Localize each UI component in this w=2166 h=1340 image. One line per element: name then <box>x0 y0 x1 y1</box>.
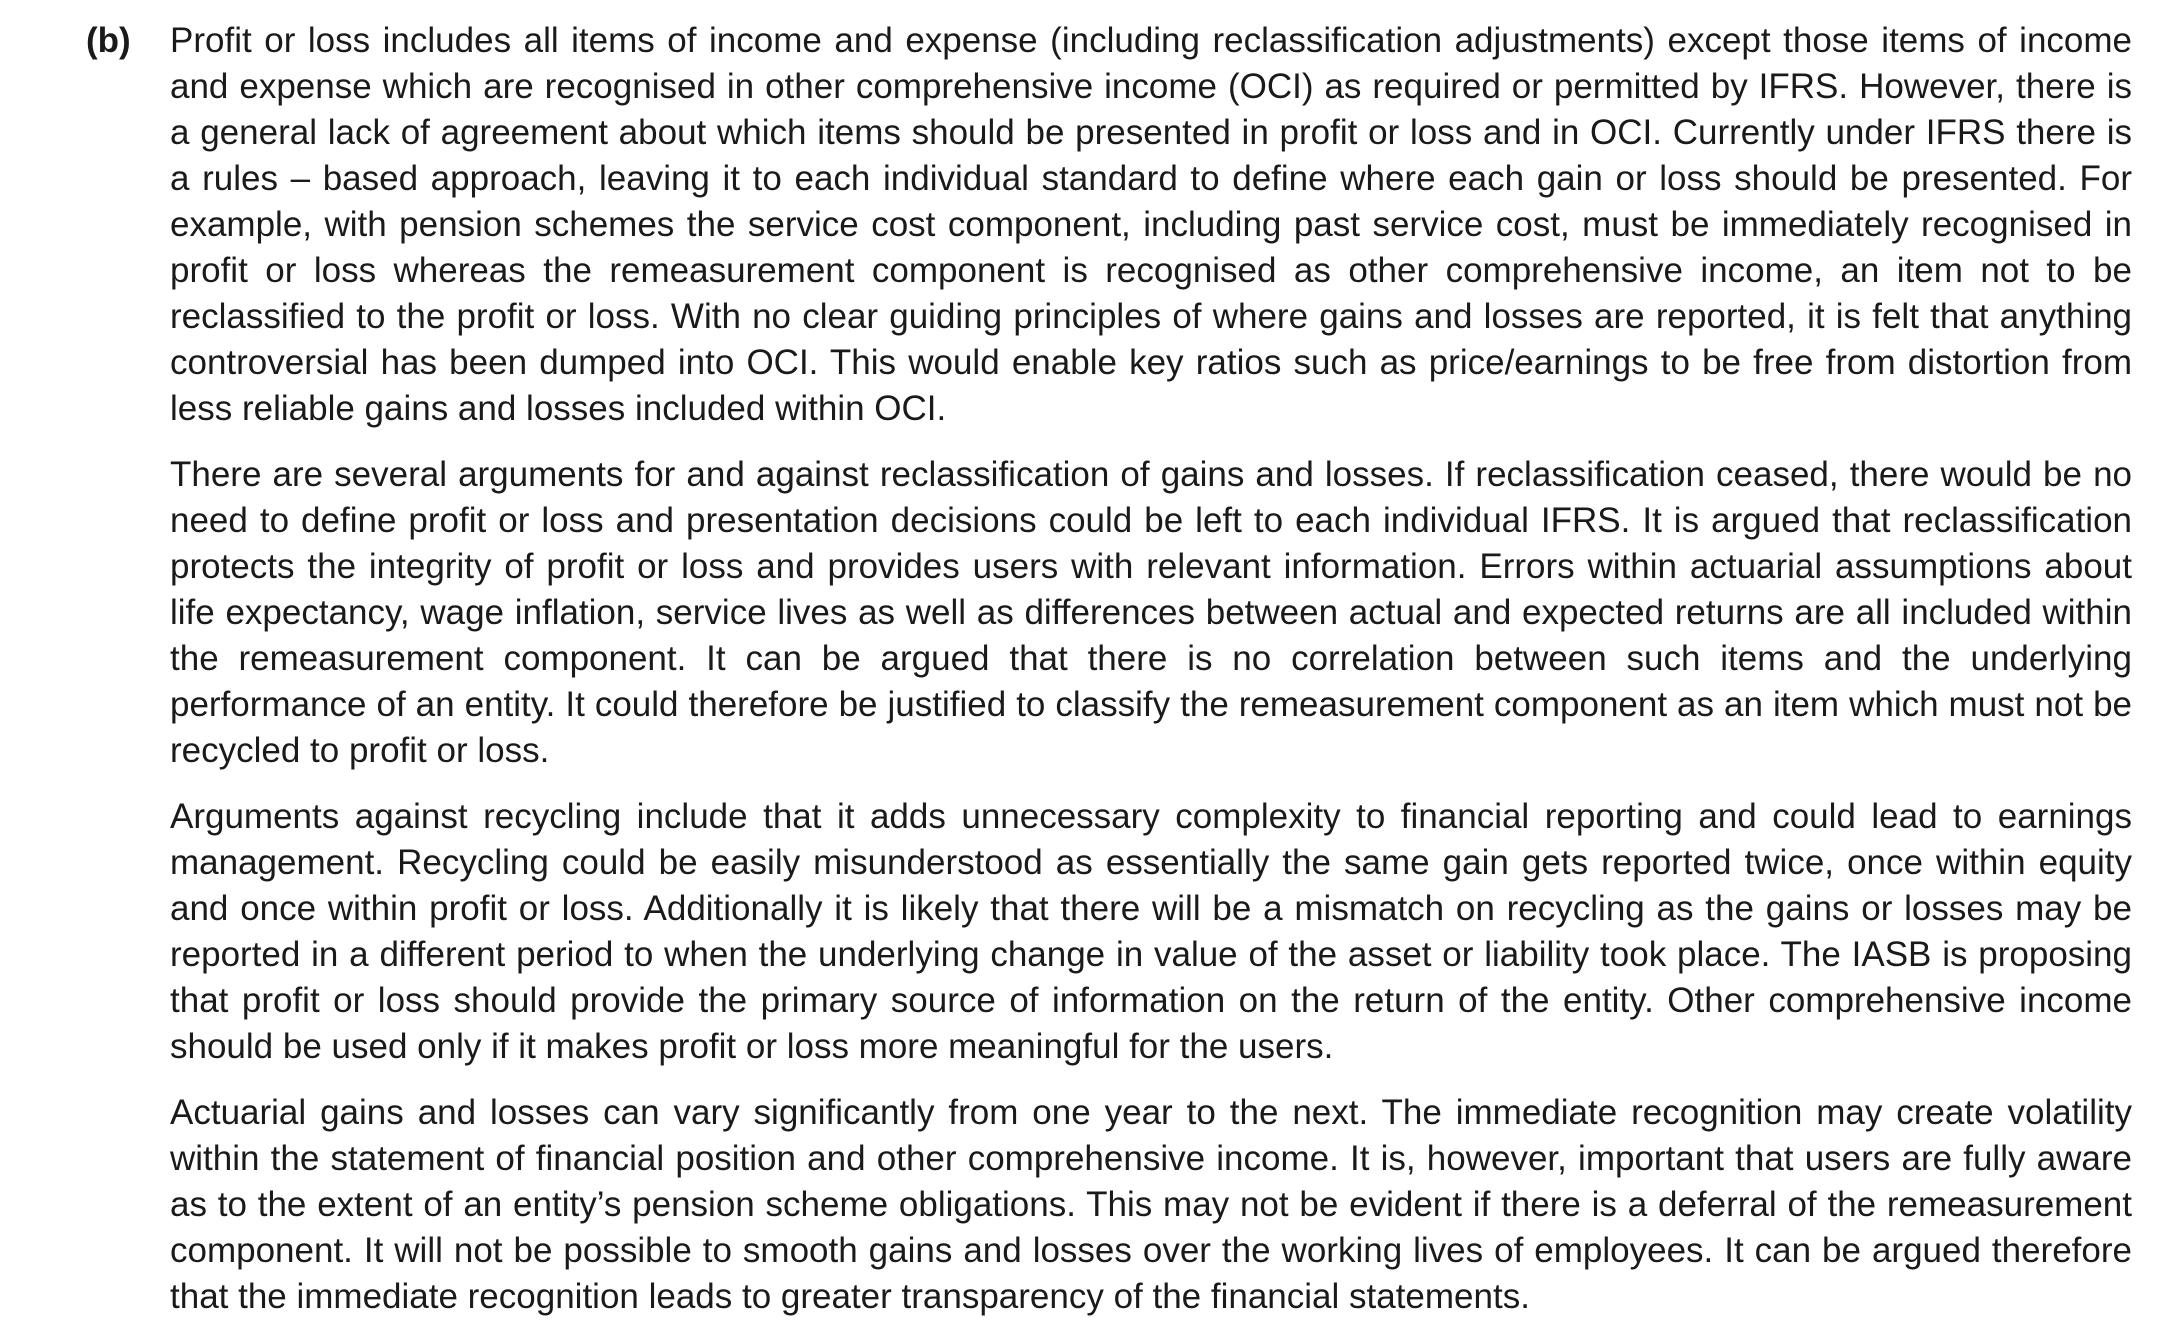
paragraph-3: Arguments against recycling include that it adds unnecessary complexity to financial reporting and could lead to earnings management. Recycling could be easily misunderstood as essentially the same gain gets reported twice, once within equity and once within profit or loss. Additionally it is likely that there will be a mismatch on recycling as the gains or losses may be reported in a different period to when the underlying change in value of the asset or liability took place. The IASB is proposing that profit or loss should provide the primary source of information on the return of the entity. Other comprehensive income should be used only if it makes profit or loss more meaningful for the users. <box>170 797 2132 1066</box>
paragraph-4: Actuarial gains and losses can vary significantly from one year to the next. The immediate recognition may create volatility within the statement of financial position and other comprehensive income. It is, however, important that users are fully aware as to the extent of an entity’s pension scheme obligations. This may not be evident if there is a deferral of the remeasurement component. It will not be possible to smooth gains and losses over the working lives of employees. It can be argued therefore that the immediate recognition leads to greater transparency of the financial statements. <box>170 1093 2132 1316</box>
paragraph-1: Profit or loss includes all items of income and expense (including reclassification adjustments) except those items of income and expense which are recognised in other comprehensive income (OCI) as required or permitted by IFRS. However, there is a general lack of agreement about which items should be presented in profit or loss and in OCI. Currently under IFRS there is a rules – based approach, leaving it to each individual standard to define where each gain or loss should be presented. For example, with pension schemes the service cost component, including past service cost, must be immediately recognised in profit or loss whereas the remeasurement component is recognised as other comprehensive income, an item not to be reclassified to the profit or loss. With no clear guiding principles of where gains and losses are reported, it is felt that anything controversial has been dumped into OCI. This would enable key ratios such as price/earnings to be free from distortion from less reliable gains and losses included within OCI. <box>170 21 2132 428</box>
paragraph-2: There are several arguments for and against reclassification of gains and losses. If reclassification ceased, there would be no need to define profit or loss and presentation decisions could be left to each individual IFRS. It is argued that reclassification protects the integrity of profit or loss and provides users with relevant information. Errors within actuarial assumptions about life expectancy, wage inflation, service lives as well as differences between actual and expected returns are all included within the remeasurement component. It can be argued that there is no correlation between such items and the underlying performance of an entity. It could therefore be justified to classify the remeasurement component as an item which must not be recycled to profit or loss. <box>170 455 2132 770</box>
section-body <box>170 18 2132 1340</box>
section-label: (b) <box>86 21 131 60</box>
